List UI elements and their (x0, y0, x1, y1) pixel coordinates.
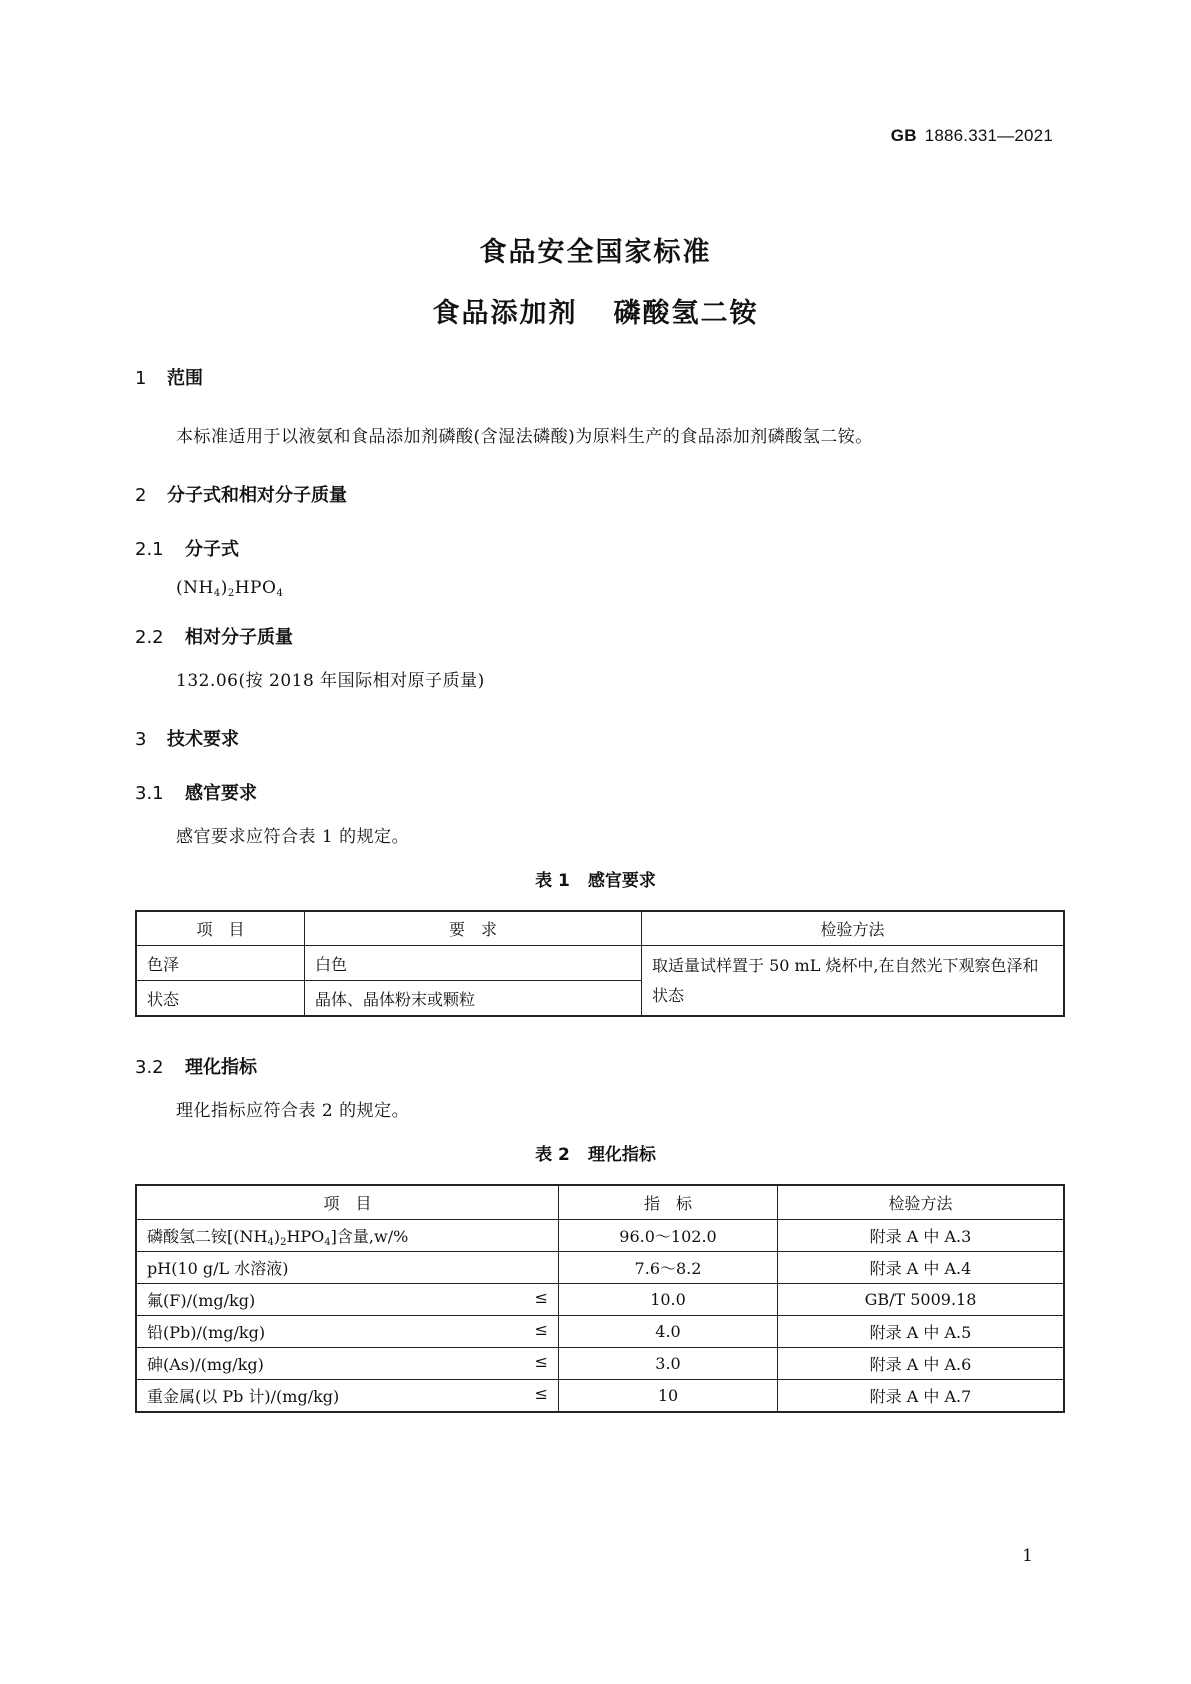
column-header: 要 求 (305, 911, 642, 946)
heading-text: 感官要求 (185, 783, 257, 804)
caption-number: 表 2 (535, 1145, 570, 1165)
sensory-table (135, 910, 1065, 1017)
table2-caption (0, 1140, 1191, 1165)
column-header: 项 目 (136, 911, 305, 946)
molecular-formula: $(NH_4)_2HPO_4$ (176, 578, 284, 599)
table-cell: 附录 A 中 A.3 (778, 1220, 1065, 1252)
table-cell: 3.0 (559, 1348, 778, 1380)
document-title-line1: 食品安全国家标准 (479, 237, 712, 268)
table-cell: 96.0～102.0 (559, 1220, 778, 1252)
heading-text: 分子式 (185, 539, 239, 560)
table-cell: 晶体、晶体粉末或颗粒 (305, 981, 642, 1017)
table-row (136, 1316, 1064, 1348)
heading-text: 相对分子质量 (185, 627, 293, 648)
table-cell: 重金属(以 Pb 计)/(mg/kg) ≤ (136, 1380, 559, 1413)
heading-number: 3 (135, 729, 147, 750)
heading-text: 分子式和相对分子质量 (167, 485, 347, 506)
scope-paragraph: 本标准适用于以液氨和食品添加剂磷酸(含湿法磷酸)为原料生产的食品添加剂磷酸氢二铵。 (176, 427, 873, 447)
table-row (136, 1380, 1064, 1413)
table-cell: 磷酸氢二铵$[(NH_4)_2HPO_4]$含量,w/% (136, 1220, 559, 1252)
table-cell: 7.6～8.2 (559, 1252, 778, 1284)
table-header-row (136, 1185, 1064, 1220)
heading-sensory (135, 779, 257, 805)
heading-technical-requirements (135, 725, 239, 751)
heading-text: 范围 (167, 368, 203, 389)
heading-physicochemical (135, 1053, 257, 1079)
physicochemical-table (135, 1184, 1065, 1413)
table-row (136, 1348, 1064, 1380)
table-cell: 氟(F)/(mg/kg) ≤ (136, 1284, 559, 1316)
table-cell: 状态 (136, 981, 305, 1017)
column-header: 指 标 (559, 1185, 778, 1220)
column-header: 检验方法 (778, 1185, 1065, 1220)
heading-formula-mass (135, 481, 347, 507)
heading-number: 2.2 (135, 627, 164, 648)
heading-molecular-formula (135, 535, 239, 561)
caption-number: 表 1 (535, 871, 570, 891)
document-title-line2 (0, 291, 1191, 330)
table-row (136, 1220, 1064, 1252)
molecular-mass-text: 132.06(按 2018 年国际相对原子质量) (176, 671, 485, 691)
column-header: 检验方法 (642, 911, 1065, 946)
caption-title: 理化指标 (587, 1145, 656, 1165)
physicochemical-paragraph: 理化指标应符合表 2 的规定。 (176, 1101, 410, 1121)
title-product: 磷酸氢二铵 (613, 298, 759, 329)
table-cell: 附录 A 中 A.7 (778, 1380, 1065, 1413)
table-row (136, 1252, 1064, 1284)
table-cell: 色泽 (136, 946, 305, 981)
table-cell: 附录 A 中 A.6 (778, 1348, 1065, 1380)
heading-number: 2.1 (135, 539, 164, 560)
heading-number: 3.2 (135, 1057, 164, 1078)
table-cell: pH(10 g/L 水溶液) (136, 1252, 559, 1284)
table-cell: 10 (559, 1380, 778, 1413)
table-cell: 附录 A 中 A.4 (778, 1252, 1065, 1284)
table-cell: GB/T 5009.18 (778, 1284, 1065, 1316)
table-cell: 10.0 (559, 1284, 778, 1316)
heading-molecular-mass (135, 623, 293, 649)
table-cell: 砷(As)/(mg/kg) ≤ (136, 1348, 559, 1380)
table-header-row (136, 911, 1064, 946)
gb-label: GB (890, 126, 917, 145)
heading-number: 3.1 (135, 783, 164, 804)
table-cell: 取适量试样置于 50 mL 烧杯中,在自然光下观察色泽和状态 (642, 946, 1065, 1017)
heading-number: 2 (135, 485, 147, 506)
table-cell: 铅(Pb)/(mg/kg) ≤ (136, 1316, 559, 1348)
table-cell: 白色 (305, 946, 642, 981)
standard-code (891, 126, 1053, 146)
sensory-paragraph: 感官要求应符合表 1 的规定。 (176, 827, 410, 847)
heading-text: 技术要求 (167, 729, 239, 750)
table-cell: 4.0 (559, 1316, 778, 1348)
heading-text: 理化指标 (185, 1057, 257, 1078)
caption-title: 感官要求 (587, 871, 656, 891)
table-row (136, 1284, 1064, 1316)
title-category: 食品添加剂 (432, 298, 578, 329)
heading-number: 1 (135, 368, 147, 389)
table-cell: 附录 A 中 A.5 (778, 1316, 1065, 1348)
heading-scope (135, 364, 203, 390)
page-number: 1 (1022, 1546, 1033, 1566)
table-row (136, 946, 1064, 981)
column-header: 项 目 (136, 1185, 559, 1220)
table1-caption (0, 866, 1191, 891)
standard-number: 1886.331—2021 (924, 126, 1053, 145)
